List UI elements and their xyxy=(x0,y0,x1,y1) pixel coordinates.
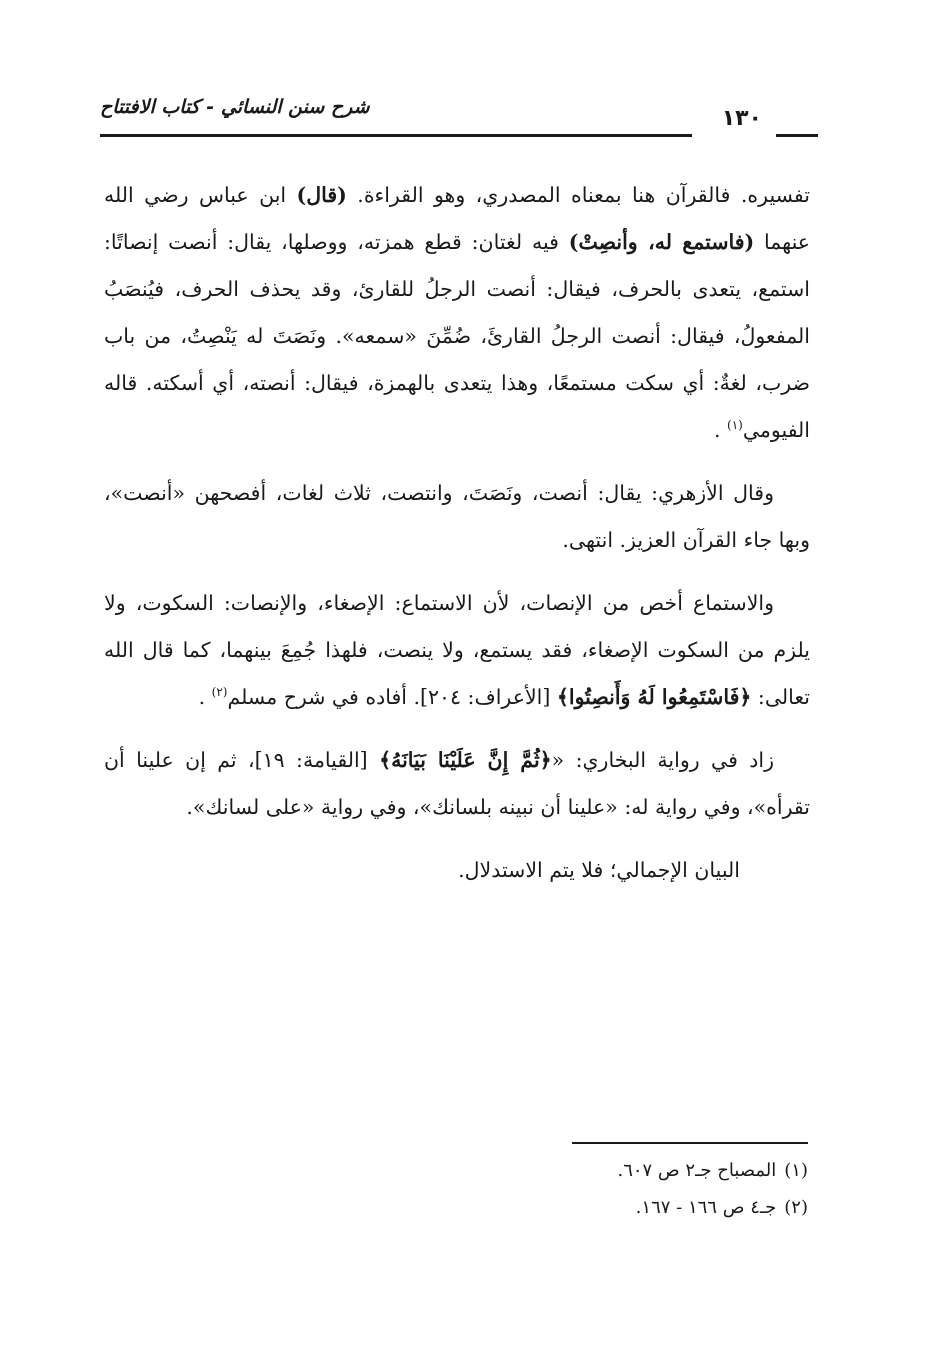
text-segment: . xyxy=(713,418,728,442)
footnote-text: المصباح جـ٢ ص ٦٠٧. xyxy=(617,1160,777,1181)
footnote-number: (٢) xyxy=(784,1197,808,1218)
paragraph-4 xyxy=(104,737,810,831)
paragraph-3 xyxy=(104,580,810,721)
paragraph-2: وقال الأزهري: يقال: أنصت، ونَصَتَ، وانتصت، ثلاث لغات، أفصحهن «أنصت»، وبها جاء القرآن العزيز. انتهى. xyxy=(104,481,810,552)
paragraph-5: البيان الإجمالي؛ فلا يتم الاستدلال. xyxy=(458,858,740,882)
text-segment: والاستماع أخص من الإنصات، لأن الاستماع: الإصغاء، والإنصات: السكوت، ولا يلزم من السكوت الإصغاء، فقد يستمع، ولا ينصت، فلهذا جُمِعَ بينهما، كما قال الله تعالى: xyxy=(104,591,810,709)
paragraph-1 xyxy=(104,172,810,454)
bold-segment: (قال) xyxy=(296,183,347,207)
footnote-text: جـ٤ ص ١٦٦ - ١٦٧. xyxy=(635,1197,777,1218)
footnote-2 xyxy=(308,1189,808,1226)
header-rule xyxy=(100,134,692,137)
text-segment: [الأعراف: ٢٠٤]. أفاده في شرح مسلم xyxy=(227,685,557,709)
text-segment: ابن عباس رضي الله عنهما xyxy=(104,183,811,254)
main-text xyxy=(104,172,810,910)
running-title: شرح سنن النسائي - كتاب الافتتاح xyxy=(100,96,370,118)
quran-verse: ﴿ثُمَّ إِنَّ عَلَيْنَا بَيَانَهُ﴾ xyxy=(379,748,552,772)
footnote-ref: (١) xyxy=(727,418,743,433)
text-segment: فيه لغتان: قطع همزته، ووصلها، يقال: أنصت إنصاتًا: استمع، يتعدى بالحرف، فيقال: أنصت الرجلُ للقارئ، وقد يحذف الحرف، فيُنصَبُ المفعولُ، فيقال: أنصت الرجلُ القارئَ، ضُمِّنَ «سمعه». ونَصَتَ له يَنْصِتُ، من باب ضرب، لغةٌ: أي سكت مستمعًا، وهذا يتعدى بالهمزة، فيقال: أنصته، أي أسكته. قاله الفيومي xyxy=(104,230,810,442)
quran-verse: ﴿فَاسْتَمِعُوا لَهُ وَأَنصِتُوا﴾ xyxy=(556,685,752,709)
footnote-1 xyxy=(308,1152,808,1189)
text-segment: . xyxy=(198,685,212,709)
bold-segment: (فاستمع له، وأنصِتْ) xyxy=(568,230,755,254)
footnote-rule xyxy=(572,1142,808,1144)
footnote-ref: (٢) xyxy=(211,685,228,700)
text-segment: [القيامة: ١٩]، ثم إن علينا أن تقرأه»، وفي رواية له: «علينا أن نبينه بلسانك»، وفي رواية «على لسانك». xyxy=(104,748,810,819)
footnotes xyxy=(308,1152,808,1226)
text-segment: تفسيره. فالقرآن هنا بمعناه المصدري، وهو القراءة. xyxy=(346,183,810,207)
footnote-number: (١) xyxy=(784,1160,808,1181)
page-number: ١٣٠ xyxy=(721,106,762,131)
text-segment: زاد في رواية البخاري: « xyxy=(551,748,775,772)
page-number-rule xyxy=(776,134,818,137)
page-header xyxy=(100,96,818,140)
